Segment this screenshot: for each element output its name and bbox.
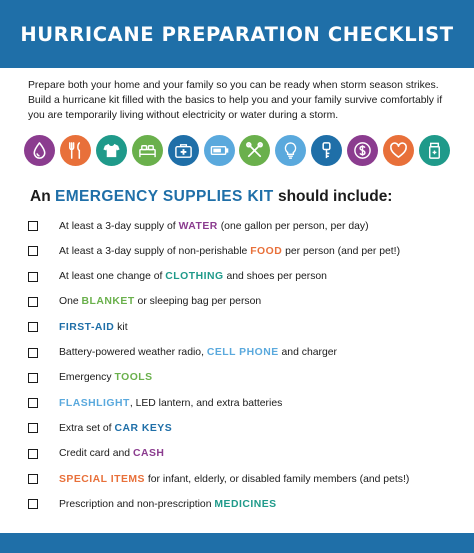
checklist-item-text <box>59 296 261 307</box>
checklist-item-text <box>59 271 327 282</box>
checklist-item-text <box>59 221 369 232</box>
checkbox[interactable] <box>28 499 38 509</box>
checklist-item <box>28 243 458 259</box>
checklist-item <box>28 294 458 310</box>
checklist-item <box>28 446 458 462</box>
item-keyword: CAR KEYS <box>114 422 173 434</box>
item-keyword: WATER <box>178 220 218 232</box>
supplies-kit-heading <box>30 188 392 206</box>
footer-bar <box>0 533 474 553</box>
page-title: HURRICANE PREPARATION CHECKLIST <box>20 22 454 46</box>
item-keyword: CLOTHING <box>165 271 224 283</box>
subhead-prefix: An <box>30 188 55 205</box>
item-keyword: CELL PHONE <box>206 347 279 358</box>
battery-icon <box>204 135 235 166</box>
item-text-after: or sleeping bag per person <box>134 296 262 308</box>
checklist-item-text <box>59 423 172 434</box>
checkbox[interactable] <box>28 449 38 459</box>
checklist-item-text <box>59 474 409 485</box>
dollar-icon <box>347 135 378 166</box>
item-keyword: CASH <box>132 448 165 460</box>
header-banner <box>0 0 474 68</box>
checkbox[interactable] <box>28 423 38 433</box>
item-text-before: Credit card and <box>59 448 133 460</box>
intro-paragraph: Prepare both your home and your family so you can be ready when storm season strikes. Build a hurricane kit filled with the basics to help you and your family survive comfortably if you are temporarily living without electricity or water during a storm. <box>28 80 443 121</box>
checklist-item <box>28 496 458 512</box>
water-drop-icon <box>24 135 55 166</box>
checkbox[interactable] <box>28 221 38 231</box>
checklist-item-text <box>59 347 337 358</box>
checkbox[interactable] <box>28 474 38 484</box>
checklist-item <box>28 319 458 335</box>
checklist-item <box>28 345 458 361</box>
checklist-item-text <box>59 246 400 257</box>
checkbox[interactable] <box>28 322 38 332</box>
checklist-item <box>28 218 458 234</box>
item-text-before: At least a 3-day supply of <box>59 220 179 232</box>
item-keyword: FLASHLIGHT <box>59 397 130 409</box>
item-text-after: per person (and per pet!) <box>282 245 401 257</box>
item-text-before: Battery-powered weather radio, <box>59 347 207 358</box>
checklist-item-text <box>59 372 153 383</box>
item-text-before: Prescription and non-prescription <box>59 498 215 510</box>
subhead-highlight: EMERGENCY SUPPLIES KIT <box>54 188 274 205</box>
category-icon-row <box>24 135 450 169</box>
checkbox[interactable] <box>28 272 38 282</box>
item-text-before: At least one change of <box>59 271 166 283</box>
item-text-before: Extra set of <box>59 422 115 434</box>
item-keyword: FOOD <box>250 245 283 257</box>
item-text-before: At least a 3-day supply of non-perishable <box>59 245 251 257</box>
item-text-after: and charger <box>278 347 337 358</box>
checkbox[interactable] <box>28 246 38 256</box>
checklist-item-text <box>59 322 128 333</box>
checklist-item-text <box>59 448 164 459</box>
subhead-suffix: should include: <box>273 188 393 205</box>
item-keyword: SPECIAL ITEMS <box>59 473 145 485</box>
item-text-after: for infant, elderly, or disabled family members (and pets!) <box>144 473 410 485</box>
checklist-item <box>28 269 458 285</box>
medicine-icon <box>419 135 450 166</box>
checklist-item-text <box>59 499 277 510</box>
tools-icon <box>239 135 270 166</box>
item-text-after: , LED lantern, and extra batteries <box>129 397 283 409</box>
item-text-before: One <box>59 296 82 308</box>
checklist-item <box>28 471 458 487</box>
checklist-item <box>28 395 458 411</box>
heart-icon <box>383 135 414 166</box>
item-keyword: TOOLS <box>114 372 153 384</box>
checkbox[interactable] <box>28 398 38 408</box>
item-text-before: Emergency <box>59 372 115 384</box>
item-text-after: kit <box>114 321 128 333</box>
item-keyword: BLANKET <box>81 296 135 308</box>
checkbox[interactable] <box>28 373 38 383</box>
item-keyword: FIRST-AID <box>59 321 115 333</box>
item-text-after: and shoes per person <box>223 271 327 283</box>
item-text-after: (one gallon per person, per day) <box>217 220 369 232</box>
checklist-item <box>28 370 458 386</box>
checklist-item-text <box>59 398 282 409</box>
car-key-icon <box>311 135 342 166</box>
first-aid-kit-icon <box>168 135 199 166</box>
lightbulb-icon <box>275 135 306 166</box>
shirt-icon <box>96 135 127 166</box>
checkbox[interactable] <box>28 348 38 358</box>
bed-icon <box>132 135 163 166</box>
item-keyword: MEDICINES <box>214 498 277 510</box>
checklist-item <box>28 420 458 436</box>
checkbox[interactable] <box>28 297 38 307</box>
fork-knife-icon <box>60 135 91 166</box>
